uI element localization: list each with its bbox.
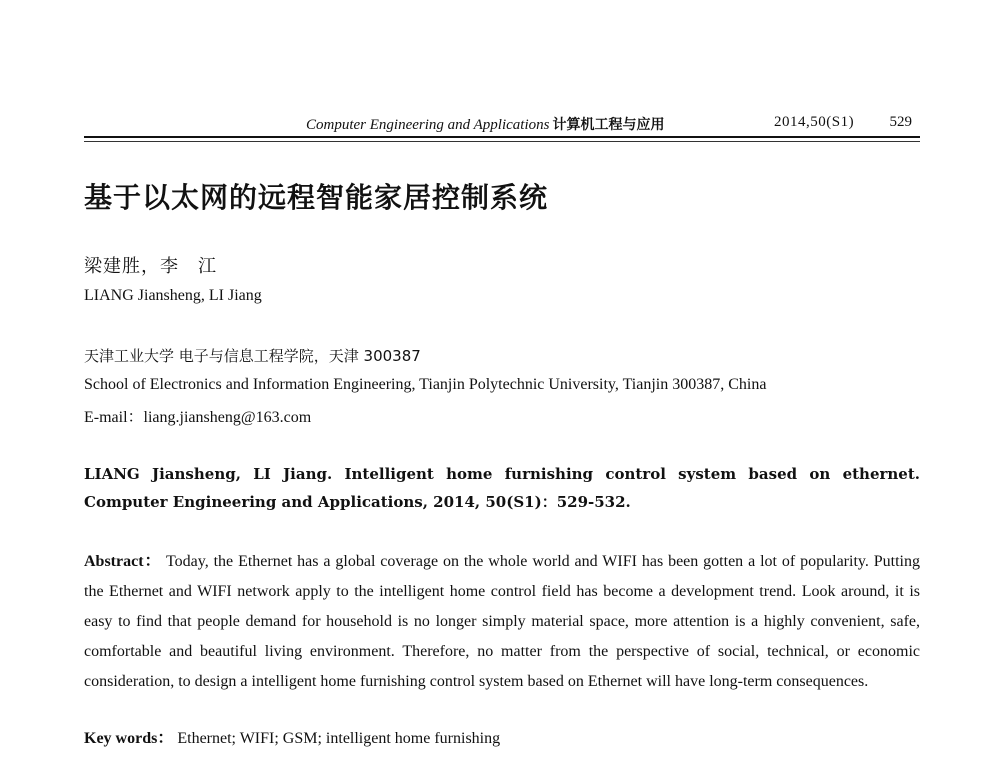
journal-name-en: Computer Engineering and Applications bbox=[306, 117, 550, 133]
affiliation-chinese: 天津工业大学 电子与信息工程学院，天津 300387 bbox=[84, 347, 421, 365]
authors-chinese: 梁建胜，李 江 bbox=[84, 256, 217, 277]
citation-line: LIANG Jiansheng, LI Jiang. Intelligent home furnishing control system based on ethernet. Computer Engineering and Applications, 2014, 50(S1)：529-532. bbox=[84, 465, 920, 511]
header-rule-thin bbox=[84, 141, 920, 142]
abstract-label: Abstract： bbox=[84, 553, 162, 570]
running-header bbox=[84, 114, 920, 136]
keywords-label: Key words： bbox=[84, 730, 174, 747]
abstract-block bbox=[84, 547, 920, 697]
keywords-text: Ethernet; WIFI; GSM; intelligent home furnishing bbox=[177, 730, 501, 747]
page-number: 529 bbox=[889, 114, 912, 130]
journal-name bbox=[306, 114, 664, 134]
keywords-block bbox=[84, 725, 500, 748]
issue-info: 2014,50(S1) bbox=[774, 114, 855, 130]
paper-title: 基于以太网的远程智能家居控制系统 bbox=[84, 181, 549, 214]
authors-english: LIANG Jiansheng, LI Jiang bbox=[84, 287, 262, 304]
affiliation-english: School of Electronics and Information Engineering, Tianjin Polytechnic University, Tianjin 300387, China bbox=[84, 376, 767, 393]
abstract-text: Today, the Ethernet has a global coverage on the whole world and WIFI has been gotten a lot of popularity. Putting the Ethernet and WIFI network apply to the intelligent home control field has become a development trend. Look around, it is easy to find that people demand for household is no longer simply material space, more attention is a highly convenient, safe, comfortable and beautiful living environment. Therefore, no matter from the perspective of social, technical, or economic consideration, to design a intelligent home furnishing control system based on Ethernet will have long-term consequences. bbox=[84, 553, 920, 690]
header-rule-thick bbox=[84, 136, 920, 138]
author-email: E-mail：liang.jiansheng@163.com bbox=[84, 409, 312, 426]
journal-name-cn: 计算机工程与应用 bbox=[552, 117, 665, 133]
